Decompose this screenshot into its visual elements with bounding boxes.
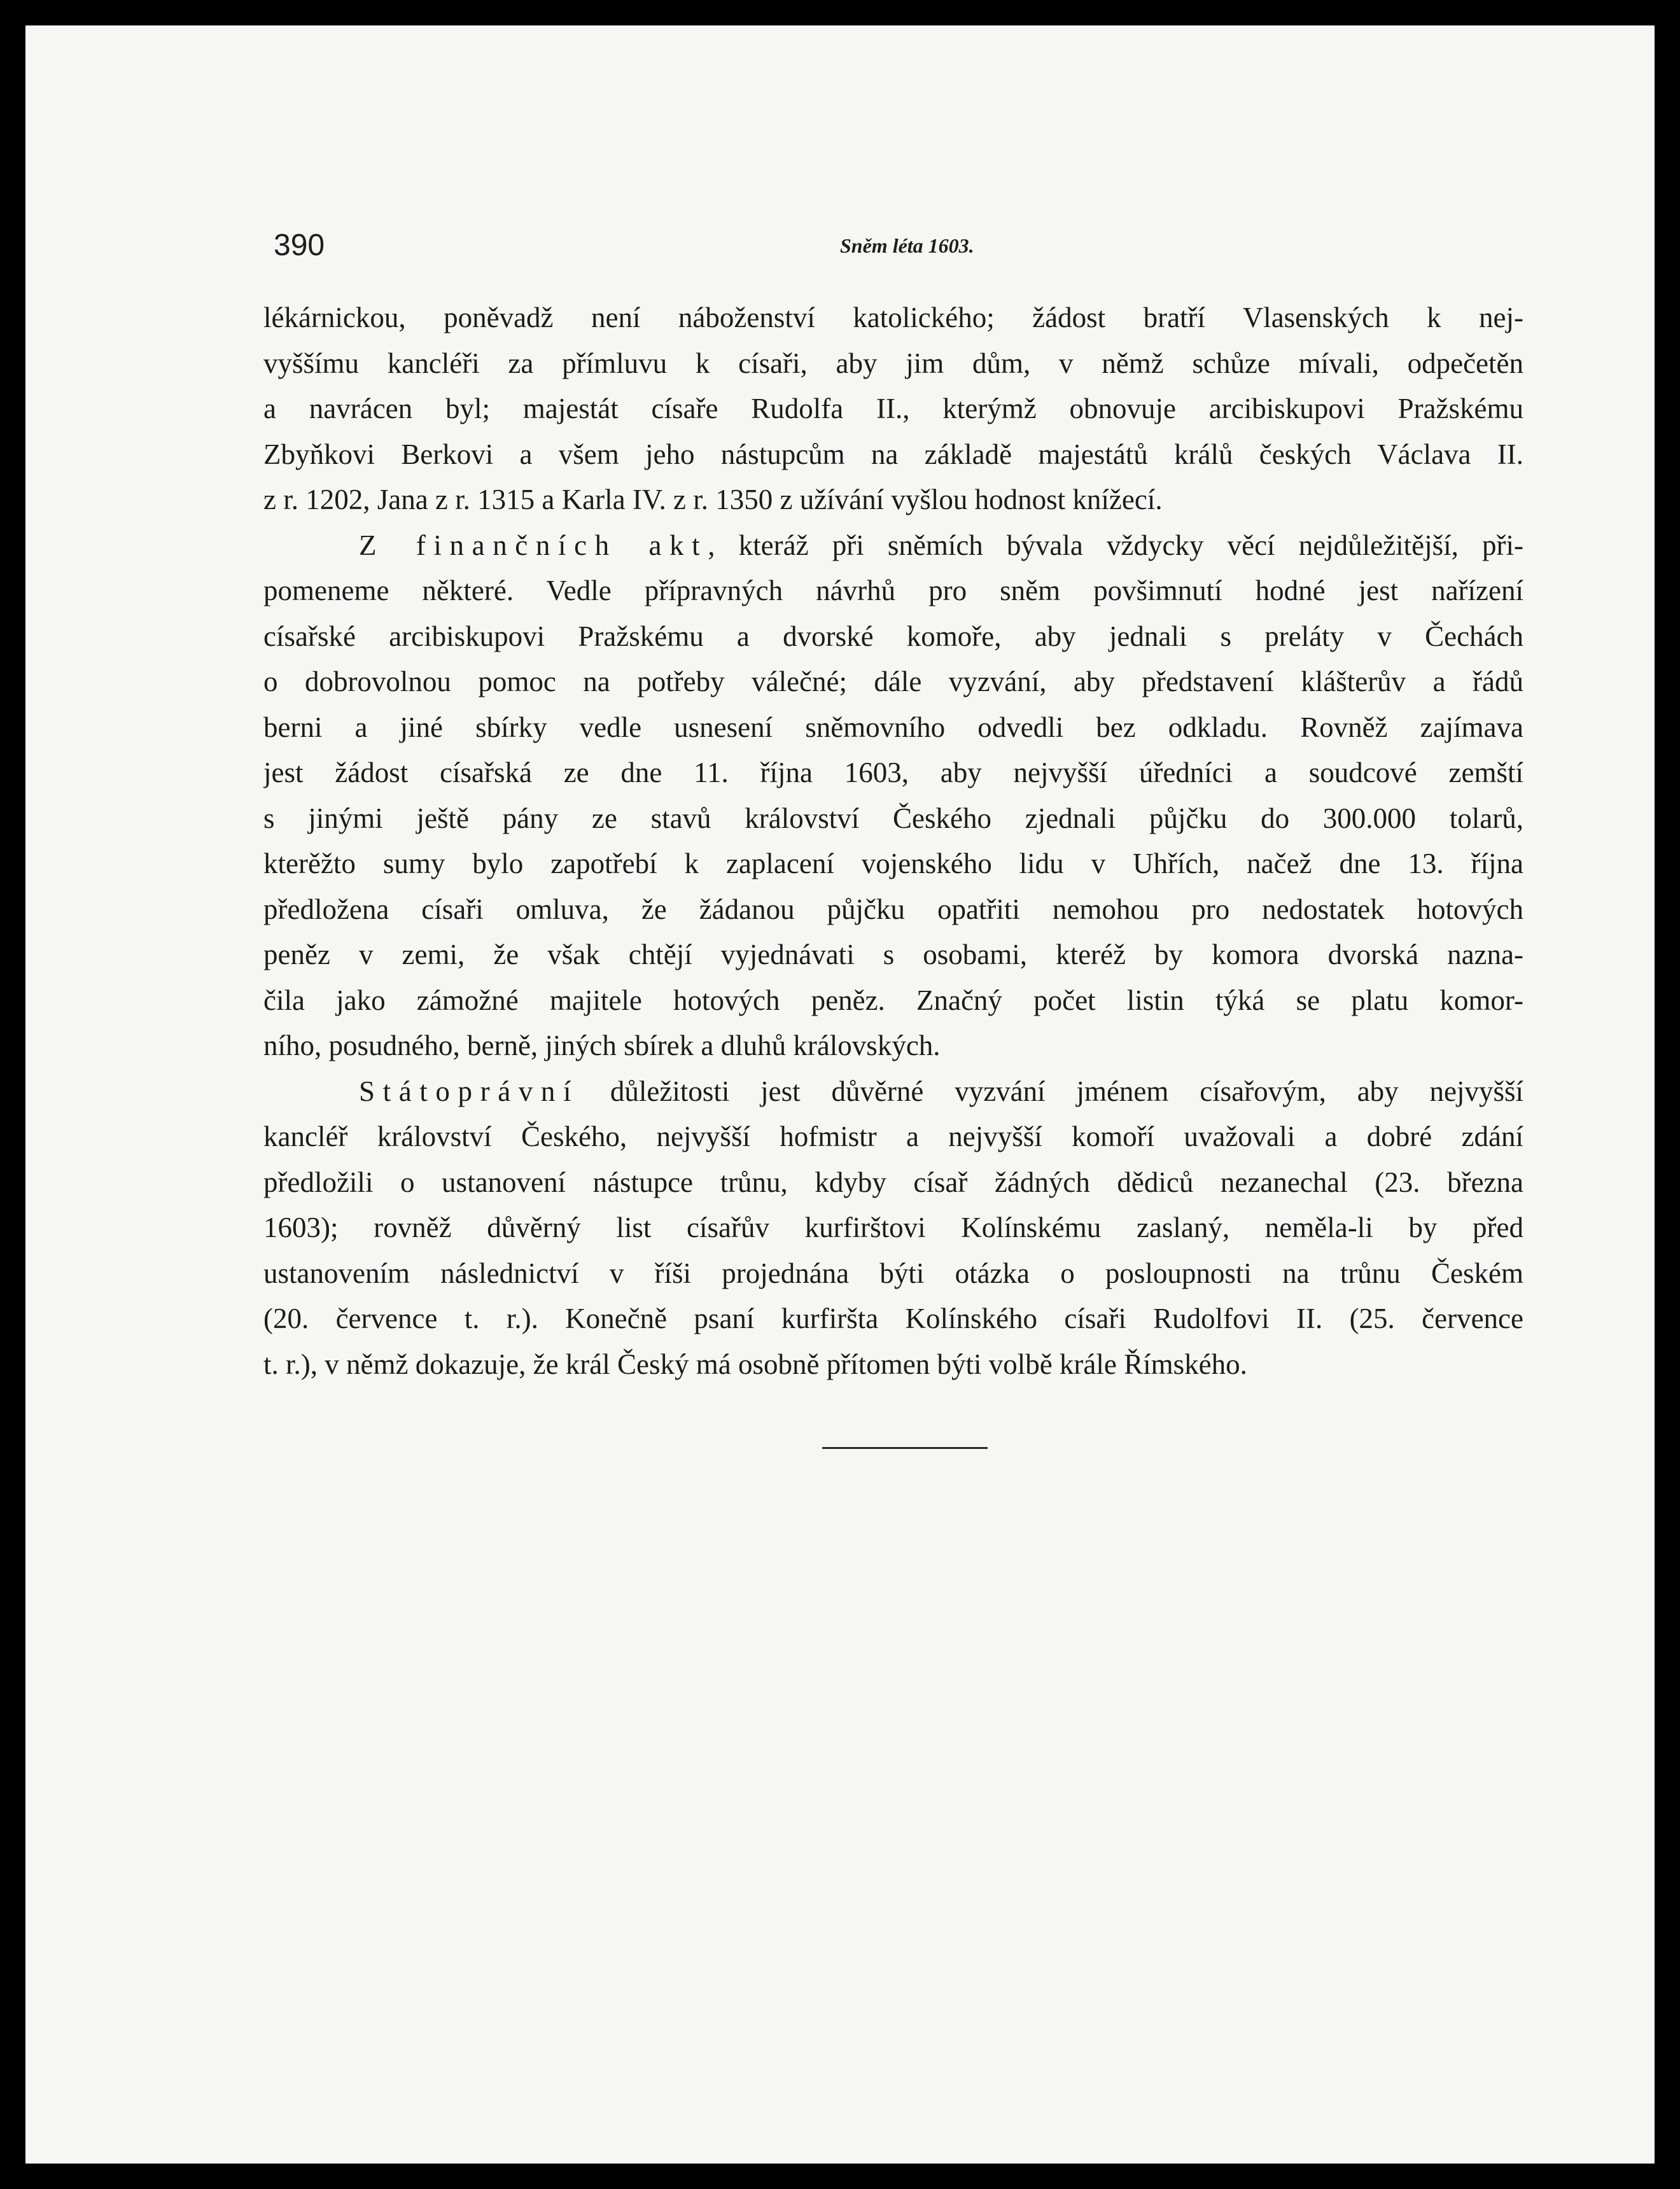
paragraph-first-line	[263, 1069, 1523, 1115]
text-line: ního, posudného, berně, jiných sbírek a dluhů královských.	[263, 1030, 941, 1061]
text-line: (20. července t. r.). Konečně psaní kurfiršta Kolínského císaři Rudolfovi II. (25. července	[263, 1303, 1523, 1334]
text-line: předložena císaři omluva, že žádanou půjčku opatřiti nemohou pro nedostatek hotových	[263, 893, 1523, 925]
text-line: peněz v zemi, že však chtějí vyjednávati s osobami, kteréž by komora dvorská nazna-	[263, 939, 1523, 970]
page	[25, 25, 1655, 2164]
text-line: s jinými ještě pány ze stavů království Českého zjednali půjčku do 300.000 tolarů,	[263, 802, 1523, 834]
text-line: o dobrovolnou pomoc na potřeby válečné; dále vyzvání, aby představení klášterův a řádů	[263, 666, 1523, 697]
page-header	[274, 228, 1177, 266]
text-line: jest žádost císařská ze dne 11. října 1603, aby nejvyšší úředníci a soudcové zemští	[263, 757, 1523, 788]
text-line: Zbyňkovi Berkovi a všem jeho nástupcům na základě majestátů králů českých Václava II.	[263, 438, 1523, 470]
text-line: císařské arcibiskupovi Pražskému a dvorské komoře, aby jednali s preláty v Čechách	[263, 620, 1523, 652]
text-line: předložili o ustanovení nástupce trůnu, kdyby císař žádných dědiců nezanechal (23. března	[263, 1166, 1523, 1198]
running-head: Sněm léta 1603.	[840, 234, 974, 257]
text-line: vyššímu kancléři za přímluvu k císaři, aby jim dům, v němž schůze mívali, odpečetěn	[263, 347, 1523, 379]
paragraph-first-line	[263, 523, 1523, 569]
text-line: berni a jiné sbírky vedle usnesení sněmovního odvedli bez odkladu. Rovněž zajímava	[263, 711, 1523, 743]
text-fragment: důležitosti jest důvěrné vyzvání jménem císařovým, aby nejvyšší	[579, 1075, 1523, 1107]
text-line: t. r.), v němž dokazuje, že král Český má osobně přítomen býti volbě krále Římského.	[263, 1348, 1247, 1380]
text-line: z r. 1202, Jana z r. 1315 a Karla IV. z r. 1350 z užívání vyšlou hodnost knížecí.	[263, 484, 1163, 515]
text-fragment: , kteráž při sněmích bývala vždycky věcí nejdůležitější, při-	[708, 529, 1523, 561]
text-line: kancléř království Českého, nejvyšší hofmistr a nejvyšší komoří uvažovali a dobré zdání	[263, 1121, 1523, 1152]
text-line: kterěžto sumy bylo zapotřebí k zaplacení vojenského lidu v Uhřích, načež dne 13. října	[263, 848, 1523, 879]
text-line: a navrácen byl; majestát císaře Rudolfa II., kterýmž obnovuje arcibiskupovi Pražskému	[263, 393, 1523, 424]
text-line: lékárnickou, poněvadž není náboženství katolického; žádost bratří Vlasenských k nej-	[263, 302, 1523, 333]
text-line: 1603); rovněž důvěrný list císařův kurfirštovi Kolínskému zaslaný, neměla-li by před	[263, 1212, 1523, 1243]
text-line: čila jako zámožné majitele hotových peněz. Značný počet listin týká se platu komor-	[263, 984, 1523, 1016]
text-line: ustanovením následnictví v říši projednána býti otázka o posloupnosti na trůnu Českém	[263, 1257, 1523, 1289]
body-text	[263, 295, 1523, 1387]
end-rule	[822, 1447, 988, 1449]
spaced-heading: Z finančních akt	[359, 529, 708, 561]
page-number: 390	[274, 228, 325, 262]
text-line: pomeneme některé. Vedle přípravných návrhů pro sněm povšimnutí hodné jest nařízení	[263, 575, 1523, 606]
spaced-heading: Státoprávní	[359, 1075, 580, 1107]
